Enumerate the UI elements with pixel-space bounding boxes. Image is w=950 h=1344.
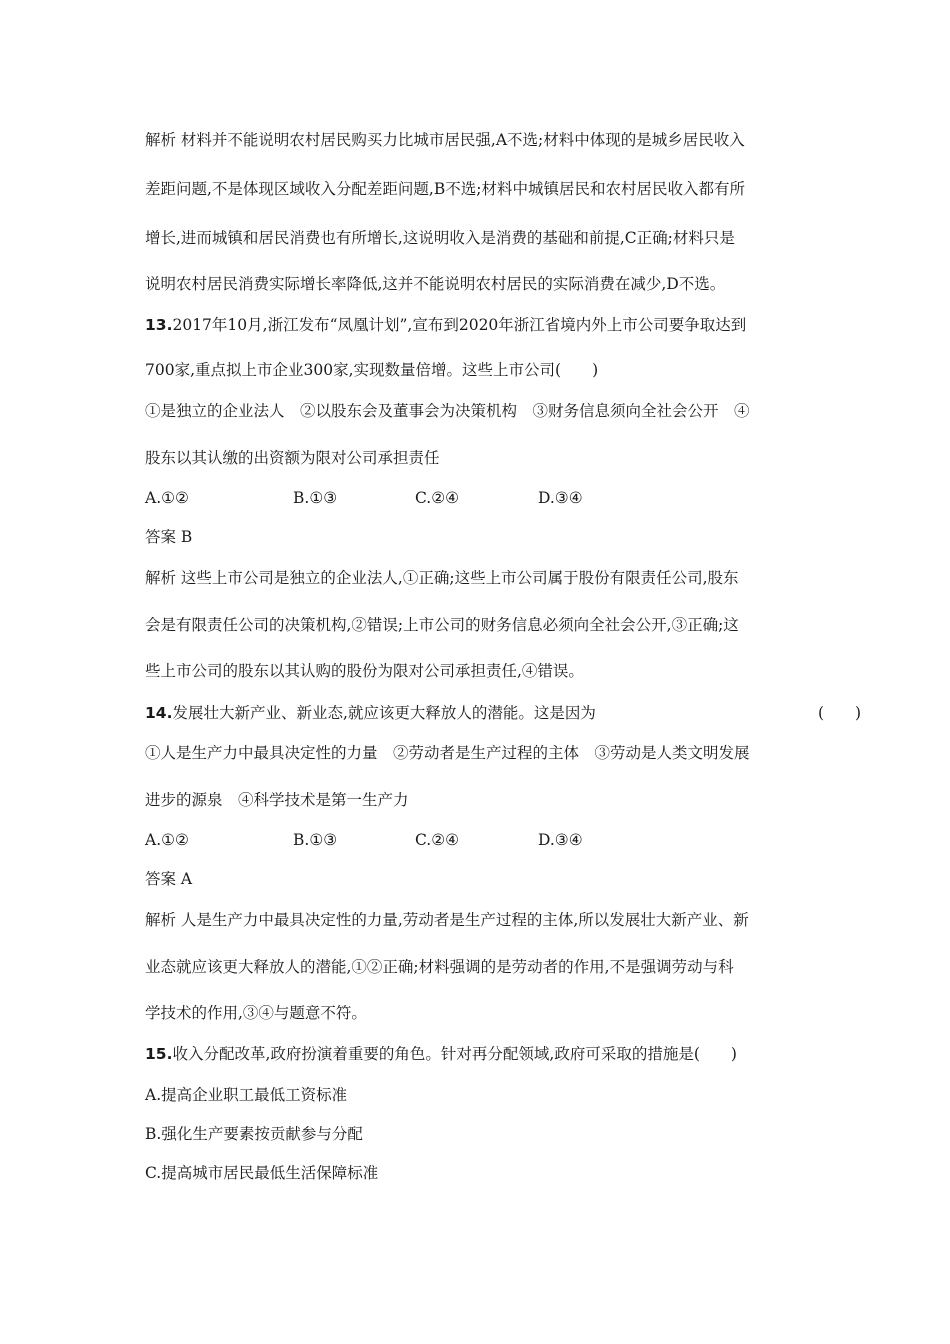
q15-option-a: A.提高企业职工最低工资标准: [145, 1086, 348, 1104]
q14-answer-paren: ( ): [818, 704, 862, 722]
q14-answer: 答案 A: [145, 870, 193, 888]
q15-stem-text: 收入分配改革,政府扮演着重要的角色。针对再分配领域,政府可采取的措施是( ): [172, 1045, 737, 1063]
q13-analysis-line: 解析 这些上市公司是独立的企业法人,①正确;这些上市公司属于股份有限责任公司,股东: [145, 569, 739, 587]
q13-analysis-line: 些上市公司的股东以其认购的股份为限对公司承担责任,④错误。: [145, 662, 584, 680]
q14-number: 14.: [145, 704, 173, 722]
q14-option-a: A.①②: [145, 831, 189, 849]
q14-analysis-line: 解析 人是生产力中最具决定性的力量,劳动者是生产过程的主体,所以发展壮大新产业、新: [145, 911, 749, 929]
q13-answer: 答案 B: [145, 528, 193, 546]
q12-analysis-line: 差距问题,不是体现区域收入分配差距问题,B不选;材料中城镇居民和农村居民收入都有所: [145, 180, 745, 198]
q12-analysis-line: 解析 材料并不能说明农村居民购买力比城市居民强,A不选;材料中体现的是城乡居民收入: [145, 131, 745, 149]
q14-analysis-line: 业态就应该更大释放人的潜能,①②正确;材料强调的是劳动者的作用,不是强调劳动与科: [145, 958, 734, 976]
q13-stem-text: 2017年10月,浙江发布“凤凰计划”,宣布到2020年浙江省境内外上市公司要争取达到: [172, 316, 747, 334]
q15-stem-line: [145, 1043, 737, 1065]
q14-statement-line: 进步的源泉 ④科学技术是第一生产力: [145, 791, 409, 809]
q14-option-c: C.②④: [415, 831, 460, 849]
q13-statement-line: 股东以其认缴的出资额为限对公司承担责任: [145, 449, 440, 467]
q13-statement-line: ①是独立的企业法人 ②以股东会及董事会为决策机构 ③财务信息须向全社会公开 ④: [145, 402, 750, 420]
q15-number: 15.: [145, 1045, 173, 1063]
q15-option-b: B.强化生产要素按贡献参与分配: [145, 1125, 363, 1143]
q14-option-d: D.③④: [538, 831, 583, 849]
q13-option-b: B.①③: [293, 489, 338, 507]
q14-statement-line: ①人是生产力中最具决定性的力量 ②劳动者是生产过程的主体 ③劳动是人类文明发展: [145, 744, 750, 762]
q14-stem-line: [145, 702, 596, 724]
q13-option-a: A.①②: [145, 489, 189, 507]
q13-stem-line: 700家,重点拟上市企业300家,实现数量倍增。这些上市公司( ): [145, 361, 599, 379]
q13-analysis-line: 会是有限责任公司的决策机构,②错误;上市公司的财务信息必须向全社会公开,③正确;这: [145, 616, 739, 634]
q12-analysis-line: 增长,进而城镇和居民消费也有所增长,这说明收入是消费的基础和前提,C正确;材料只是: [145, 229, 735, 247]
q13-stem-line: [145, 314, 746, 336]
q14-stem-text: 发展壮大新产业、新业态,就应该更大释放人的潜能。这是因为: [172, 704, 596, 722]
q13-number: 13.: [145, 316, 173, 334]
q15-option-c: C.提高城市居民最低生活保障标准: [145, 1164, 379, 1182]
q14-analysis-line: 学技术的作用,③④与题意不符。: [145, 1004, 367, 1022]
q13-option-d: D.③④: [538, 489, 583, 507]
q14-option-b: B.①③: [293, 831, 338, 849]
q13-option-c: C.②④: [415, 489, 460, 507]
q12-analysis-line: 说明农村居民消费实际增长率降低,这并不能说明农村居民的实际消费在减少,D不选。: [145, 275, 726, 293]
